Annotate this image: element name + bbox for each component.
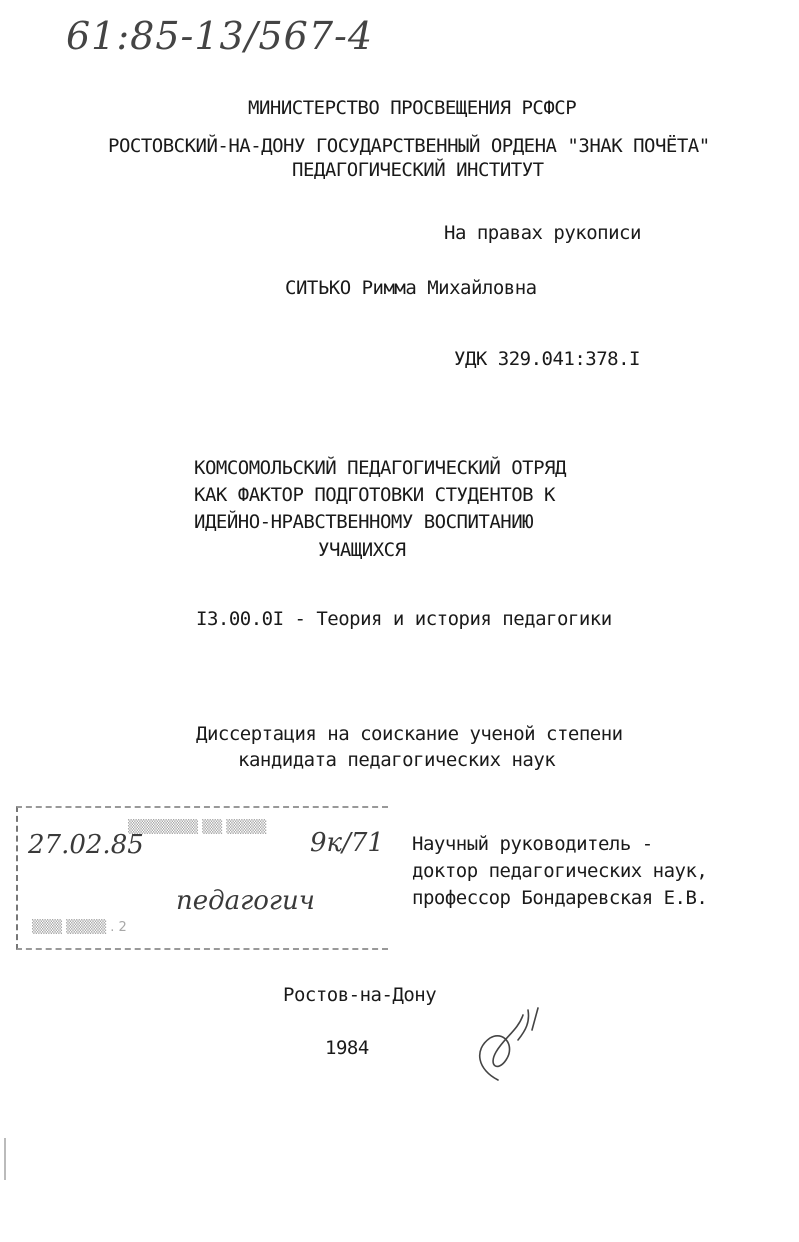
stamp-code-handwritten: 9к/71 <box>310 828 384 858</box>
stamp-faint-bottom: ▒▒▒ ▒▒▒▒ . 2 <box>32 920 127 935</box>
supervisor-line-1: Научный руководитель - <box>412 833 653 855</box>
author-name: СИТЬКО Римма Михайловна <box>285 277 537 299</box>
library-stamp <box>16 806 388 950</box>
dissertation-line-1: Диссертация на соискание ученой степени <box>196 723 623 745</box>
institute-line-1: РОСТОВСКИЙ-НА-ДОНУ ГОСУДАРСТВЕННЫЙ ОРДЕНА "ЗНАК ПОЧЁТА" <box>108 135 710 157</box>
scan-edge-mark <box>4 1138 6 1180</box>
supervisor-line-2: доктор педагогических наук, <box>412 860 708 882</box>
dissertation-line-2: кандидата педагогических наук <box>238 749 556 771</box>
udc-code: УДК 329.041:378.I <box>454 348 640 370</box>
title-line-3: ИДЕЙНО-НРАВСТВЕННОМУ ВОСПИТАНИЮ <box>194 511 534 533</box>
supervisor-line-3: профессор Бондаревская Е.В. <box>412 887 708 909</box>
city: Ростов-на-Дону <box>283 984 437 1006</box>
stamp-date-handwritten: 27.02.85 <box>28 830 144 860</box>
specialty-code: I3.00.0I - Теория и история педагогики <box>196 608 612 630</box>
institute-line-2: ПЕДАГОГИЧЕСКИЙ ИНСТИТУТ <box>292 159 544 181</box>
manuscript-note: На правах рукописи <box>444 222 641 244</box>
stamp-subject-handwritten: педагогич <box>176 886 315 916</box>
title-line-4: УЧАЩИХСЯ <box>318 539 406 561</box>
title-line-1: КОМСОМОЛЬСКИЙ ПЕДАГОГИЧЕСКИЙ ОТРЯД <box>194 457 566 479</box>
archive-code-handwritten: 61:85-13/567-4 <box>66 14 374 58</box>
title-line-2: КАК ФАКТОР ПОДГОТОВКИ СТУДЕНТОВ К <box>194 484 555 506</box>
signature-icon <box>468 1000 548 1090</box>
year: 1984 <box>325 1037 369 1059</box>
stamp-faint-text: ▒▒▒▒▒▒▒ ▒▒ ▒▒▒▒ <box>128 820 267 835</box>
ministry-heading: МИНИСТЕРСТВО ПРОСВЕЩЕНИЯ РСФСР <box>248 97 577 119</box>
